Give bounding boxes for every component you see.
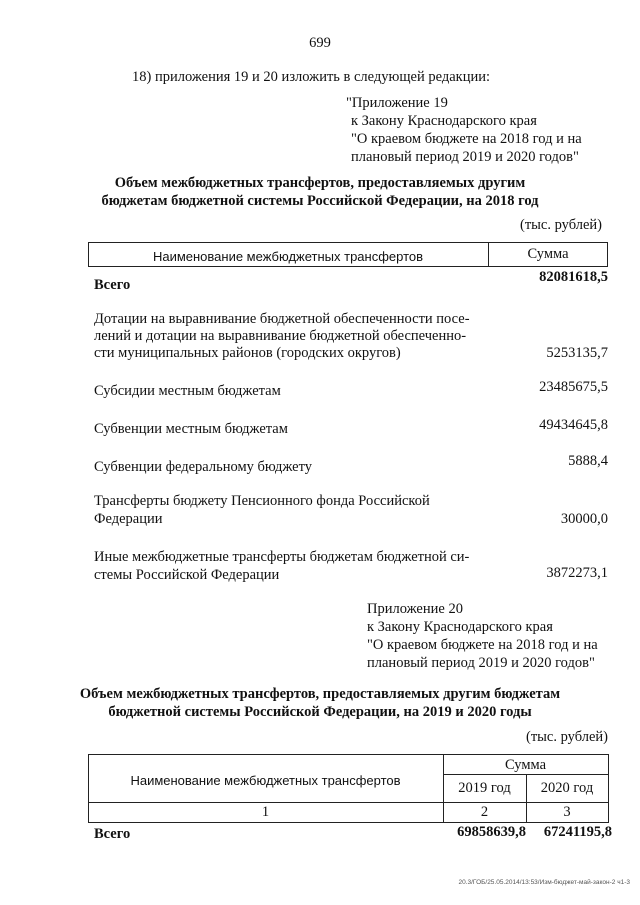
row-text-line: Федерации xyxy=(94,511,163,527)
row-text-line: стемы Российской Федерации xyxy=(94,567,280,583)
appendix-20-unit: (тыс. рублей) xyxy=(526,729,608,745)
appendix-19-header-line: "Приложение 19 xyxy=(346,95,448,111)
appendix-20-header-line: к Закону Краснодарского края xyxy=(367,619,553,635)
row-value: 30000,0 xyxy=(560,511,608,527)
appendix-20-header-line: "О краевом бюджете на 2018 год и на xyxy=(367,637,598,653)
row-text-line: Субсидии местным бюджетам xyxy=(94,383,281,399)
column-number-3: 3 xyxy=(563,804,571,820)
footer-stamp: 20.3/ГОБ/25.05.2014/13:53/Изм-бюджет-май-закон-2 ч1-3 xyxy=(458,879,630,886)
total-value-2019: 69858639,8 xyxy=(457,824,526,840)
total-value-2020: 67241195,8 xyxy=(543,824,612,840)
total-label: Всего xyxy=(94,277,131,293)
row-text-line: Дотации на выравнивание бюджетной обеспеченности посе- xyxy=(94,311,470,327)
column-header-name: Наименование межбюджетных трансфертов xyxy=(130,773,401,788)
column-header-name: Наименование межбюджетных трансфертов xyxy=(152,249,424,264)
row-text-line: Субвенции федеральному бюджету xyxy=(94,459,313,475)
column-header-sum: Сумма xyxy=(504,757,547,773)
column-number-2: 2 xyxy=(480,804,489,820)
row-text-line: сти муниципальных районов (городских округов) xyxy=(94,345,401,361)
column-header-2020: 2020 год xyxy=(540,780,594,796)
column-header-2019: 2019 год xyxy=(458,780,511,796)
row-value: 3872273,1 xyxy=(546,565,608,581)
row-value: 5888,4 xyxy=(568,453,608,469)
appendix-19-title-line: Объем межбюджетных трансфертов, предоставляемых другим xyxy=(114,175,526,191)
appendix-19-header-line: "О краевом бюджете на 2018 год и на xyxy=(351,131,582,147)
total-value: 82081618,5 xyxy=(539,269,608,285)
row-value: 49434645,8 xyxy=(539,417,608,433)
row-text-line: Трансферты бюджету Пенсионного фонда Российской xyxy=(94,493,430,509)
appendix-19-unit: (тыс. рублей) xyxy=(520,217,602,233)
intro-line: 18) приложения 19 и 20 изложить в следующей редакции: xyxy=(132,69,491,85)
appendix-19-header-line: плановый период 2019 и 2020 годов" xyxy=(351,149,579,165)
appendix-20-header-line: Приложение 20 xyxy=(367,601,463,617)
appendix-20-header-line: плановый период 2019 и 2020 годов" xyxy=(367,655,595,671)
appendix-19-header-line: к Закону Краснодарского края xyxy=(351,113,537,129)
appendix-19-title-line: бюджетам бюджетной системы Российской Федерации, на 2018 год xyxy=(101,193,539,209)
page-number: 699 xyxy=(309,35,331,51)
row-text-line: лений и дотации на выравнивание бюджетной обеспеченно- xyxy=(94,328,467,344)
row-value: 5253135,7 xyxy=(546,345,608,361)
total-label-2: Всего xyxy=(94,826,131,842)
row-text-line: Субвенции местным бюджетам xyxy=(94,421,288,437)
column-header-sum: Сумма xyxy=(527,246,569,262)
appendix-20-title-line: бюджетной системы Российской Федерации, на 2019 и 2020 годы xyxy=(108,704,532,720)
column-number-1: 1 xyxy=(261,804,270,820)
row-text-line: Иные межбюджетные трансферты бюджетам бюджетной си- xyxy=(94,549,470,565)
appendix-20-title-line: Объем межбюджетных трансфертов, предоставляемых другим бюджетам xyxy=(79,686,561,702)
row-value: 23485675,5 xyxy=(539,379,608,395)
